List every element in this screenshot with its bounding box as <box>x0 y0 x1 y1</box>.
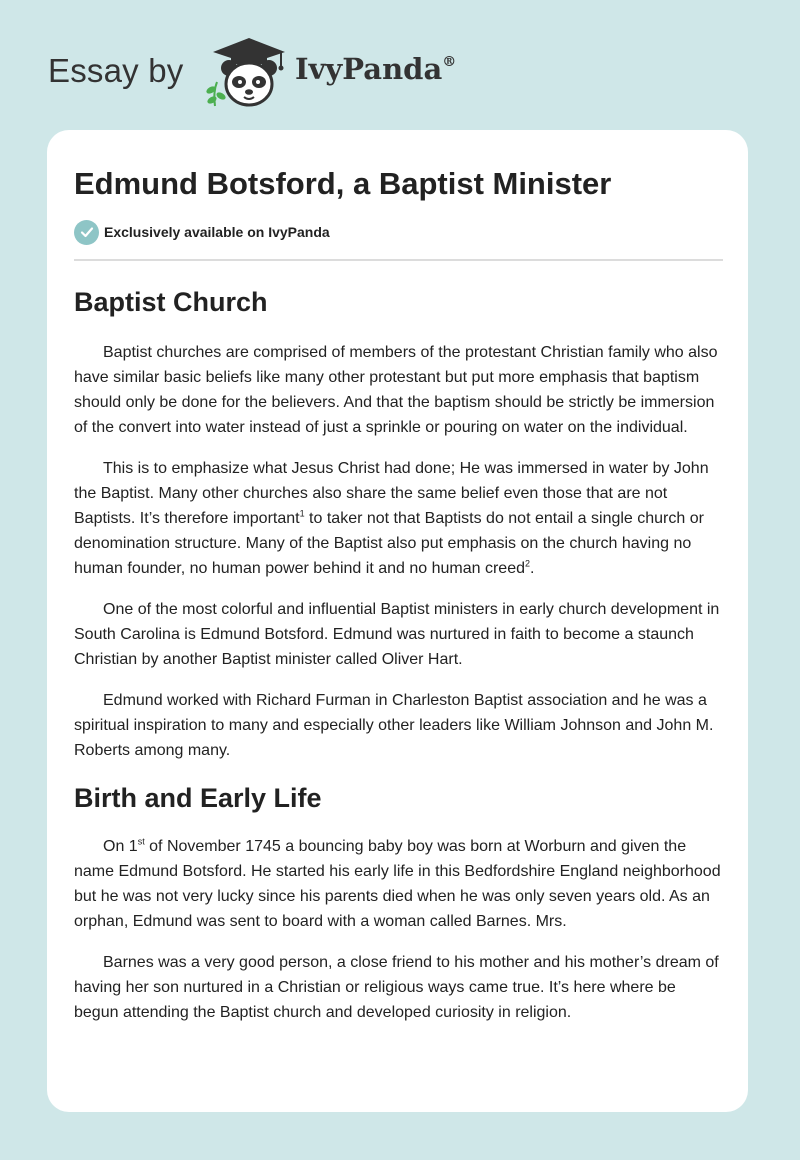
section-birth-early-life <box>74 782 723 1025</box>
essay-title: Edmund Botsford, a Baptist Minister <box>74 166 612 201</box>
essay-card <box>47 130 748 1112</box>
paragraph: Baptist churches are comprised of members of the protestant Christian family who also have similar basic beliefs like many other protestant but put more emphasis that baptism should only be done for the believers. And that the baptism should be strictly be immersion of the convert into water instead of just a sprinkle or pouring on water on the individual. <box>74 344 718 436</box>
site-header <box>48 30 468 110</box>
paragraph: One of the most colorful and influential Baptist ministers in early church development in South Carolina is Edmund Botsford. Edmund was nurtured in faith to become a staunch Christian by another Baptist minister called Oliver Hart. <box>74 601 720 668</box>
exclusive-badge-label: Exclusively available on IvyPanda <box>104 224 330 240</box>
footnote-ref-2[interactable]: 2 <box>524 558 530 569</box>
paragraph: Barnes was a very good person, a close friend to his mother and his mother’s dream of having her son nurtured in a Christian or religious ways came true. It’s here where be begun attending the Baptist church and developed curiosity in religion. <box>74 954 719 1021</box>
paragraph: This is to emphasize what Jesus Christ had done; He was immersed in water by John the Baptist. Many other churches also share the same belief even those that are not Baptists. It’s therefore important$^1$ to taker not that Baptists do not entail a single church or denomination structure. Many of the Baptist also put emphasis on the church having no human founder, no human power behind it and no human creed$^2$. <box>74 460 709 577</box>
title-divider <box>74 259 723 261</box>
paragraph: On 1st of November 1745 a bouncing baby boy was born at Worburn and given the name Edmund Botsford. He started his early life in this Bedfordshire England neighborhood but he was not very lucky since his parents died when he was only seven years old. As an orphan, Edmund was sent to board with a woman called Barnes. Mrs. <box>74 836 721 930</box>
brand-name: IvyPanda® <box>295 52 457 86</box>
section-heading: Birth and Early Life <box>74 783 322 813</box>
checkmark-icon <box>74 220 99 245</box>
paragraph: Edmund worked with Richard Furman in Charleston Baptist association and he was a spiritual inspiration to many and especially other leaders like William Johnson and John M. Roberts among many. <box>74 692 714 759</box>
essay-by-label: Essay by <box>48 52 184 89</box>
section-heading: Baptist Church <box>74 287 268 317</box>
section-baptist-church <box>74 286 723 763</box>
exclusive-badge <box>74 219 723 245</box>
footnote-ref-1[interactable]: 1 <box>299 508 305 519</box>
panda-graduate-logo-icon <box>201 34 293 110</box>
